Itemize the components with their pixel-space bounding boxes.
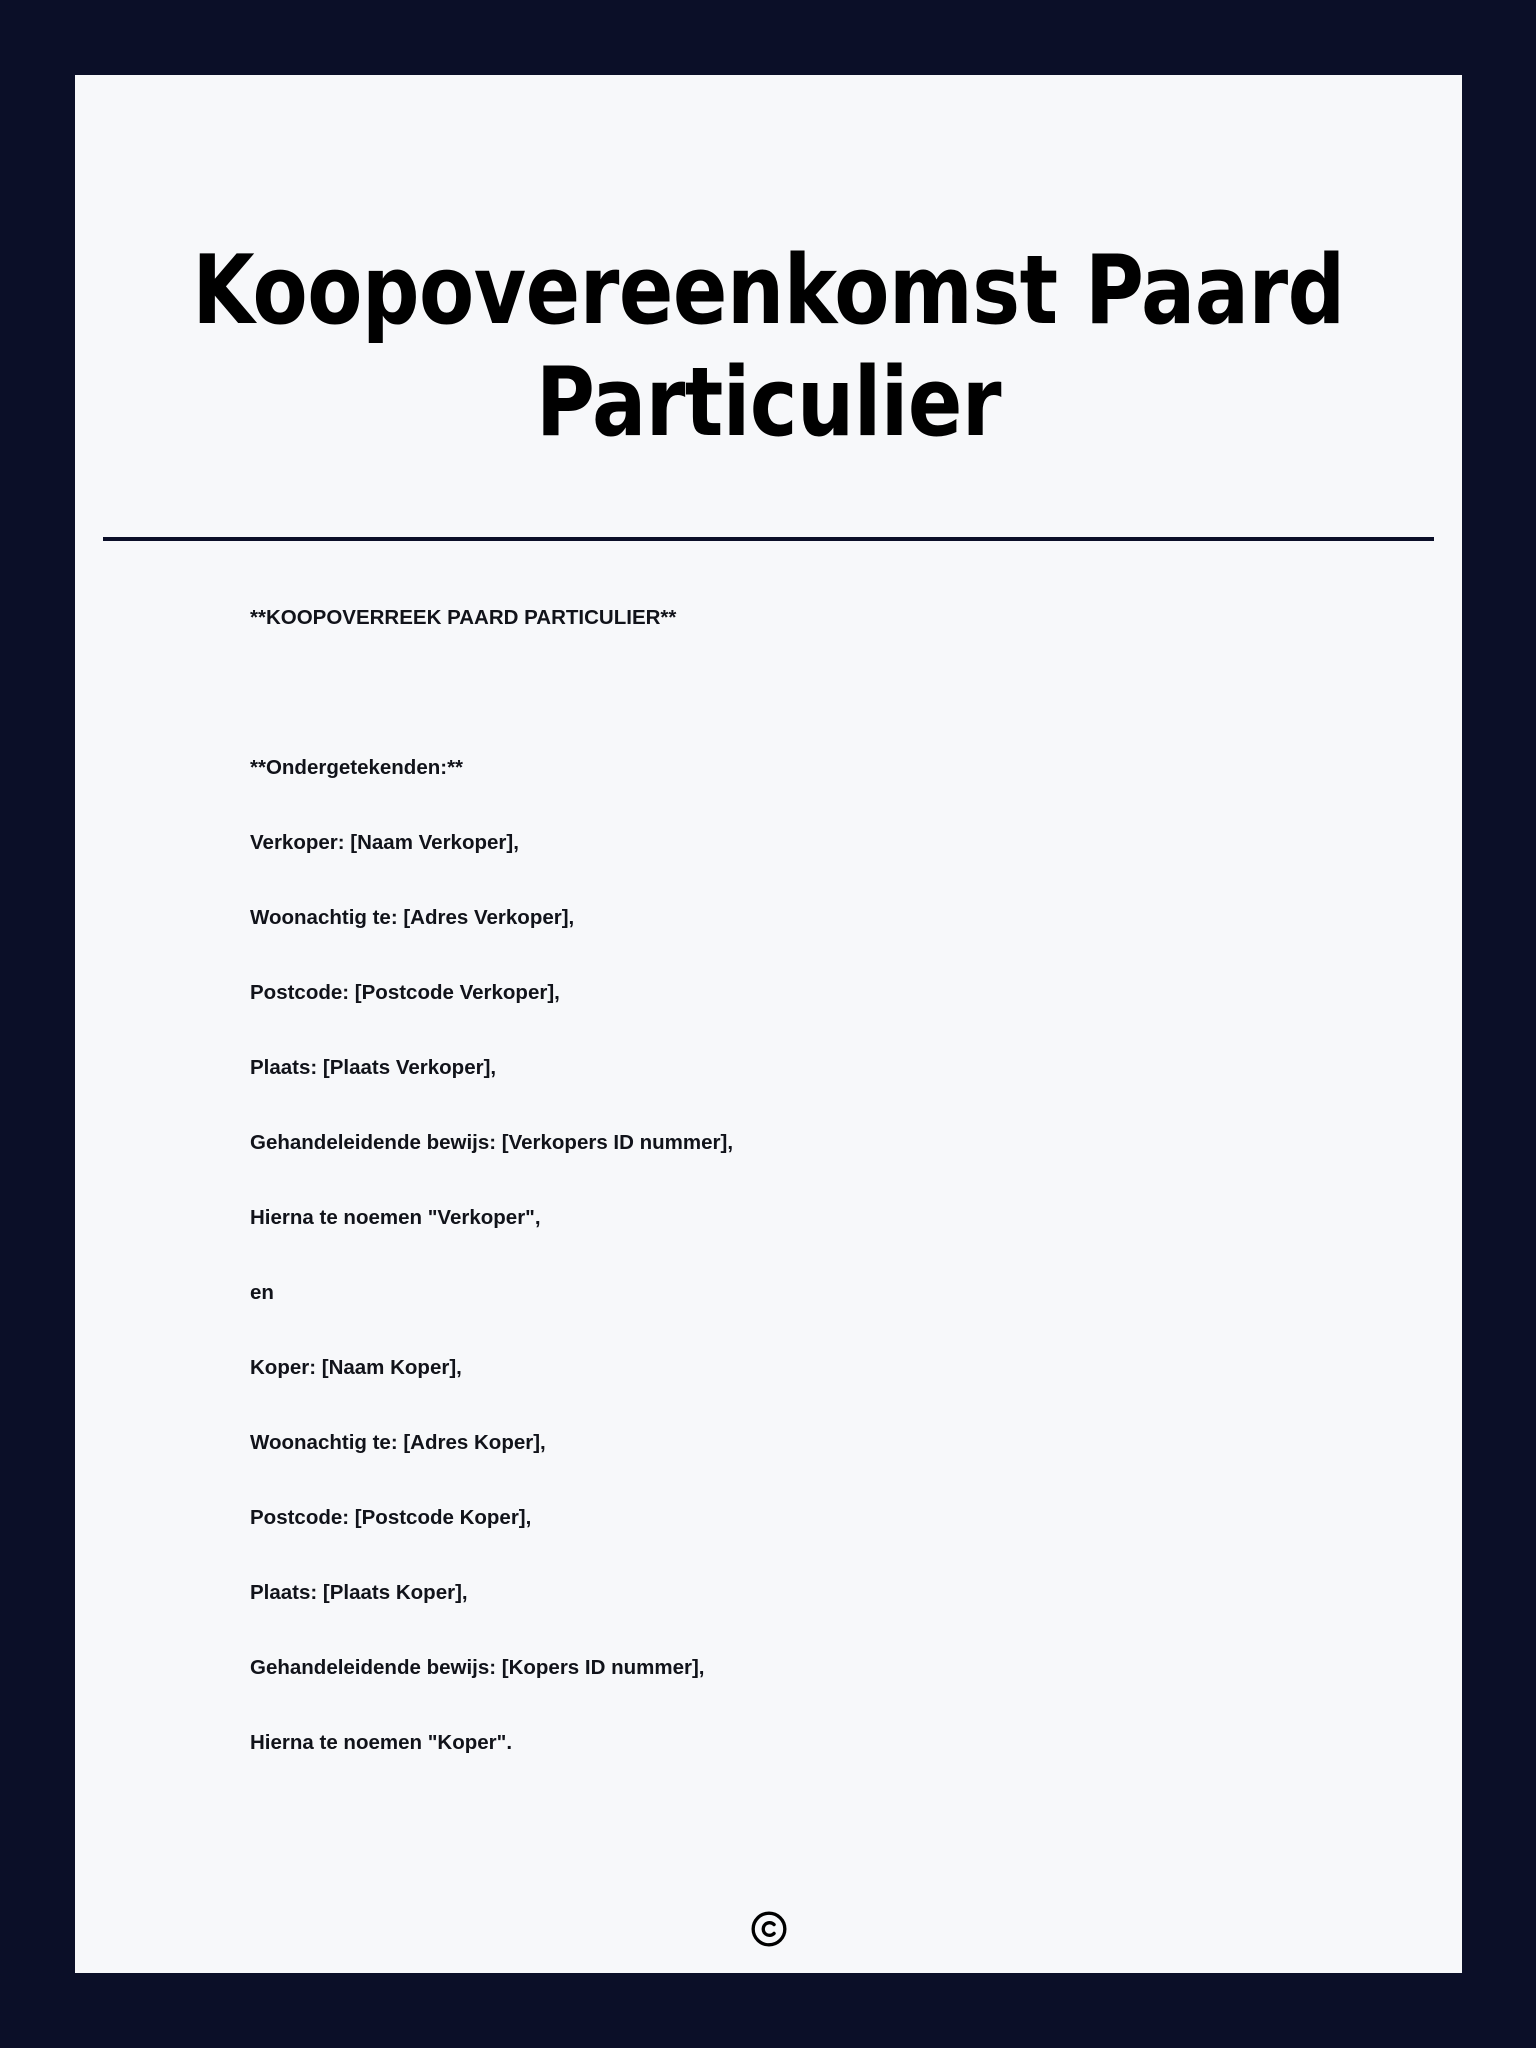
- document-footer: [75, 1910, 1462, 1948]
- body-line-verkoper-plaats: Plaats: [Plaats Verkoper],: [250, 1056, 497, 1079]
- page-title: Koopovereenkomst Paard Particulier: [192, 236, 1345, 459]
- copyright-icon: [750, 1910, 788, 1948]
- body-line-koper-adres: Woonachtig te: [Adres Koper],: [250, 1431, 546, 1454]
- document-page: [75, 75, 1462, 1973]
- body-line-koper-hierna: Hierna te noemen "Koper".: [250, 1731, 513, 1754]
- body-line-verkoper-hierna: Hierna te noemen "Verkoper",: [250, 1206, 541, 1229]
- body-spacer: [250, 655, 1380, 730]
- title-divider: [103, 537, 1434, 541]
- document-body: [250, 580, 1380, 1780]
- body-line-en: en: [250, 1281, 274, 1304]
- body-line-koper-naam: Koper: [Naam Koper],: [250, 1356, 462, 1379]
- body-line-verkoper-postcode: Postcode: [Postcode Verkoper],: [250, 981, 560, 1004]
- body-line-ondergetekenden: **Ondergetekenden:**: [250, 756, 464, 779]
- body-line-koper-postcode: Postcode: [Postcode Koper],: [250, 1506, 532, 1529]
- body-line-verkoper-naam: Verkoper: [Naam Verkoper],: [250, 831, 519, 854]
- document-heading: **KOOPOVERREEK PAARD PARTICULIER**: [250, 606, 677, 629]
- body-line-verkoper-adres: Woonachtig te: [Adres Verkoper],: [250, 906, 575, 929]
- body-line-verkoper-bewijs: Gehandeleidende bewijs: [Verkopers ID nummer],: [250, 1131, 734, 1154]
- body-line-koper-bewijs: Gehandeleidende bewijs: [Kopers ID nummer],: [250, 1656, 705, 1679]
- body-line-koper-plaats: Plaats: [Plaats Koper],: [250, 1581, 468, 1604]
